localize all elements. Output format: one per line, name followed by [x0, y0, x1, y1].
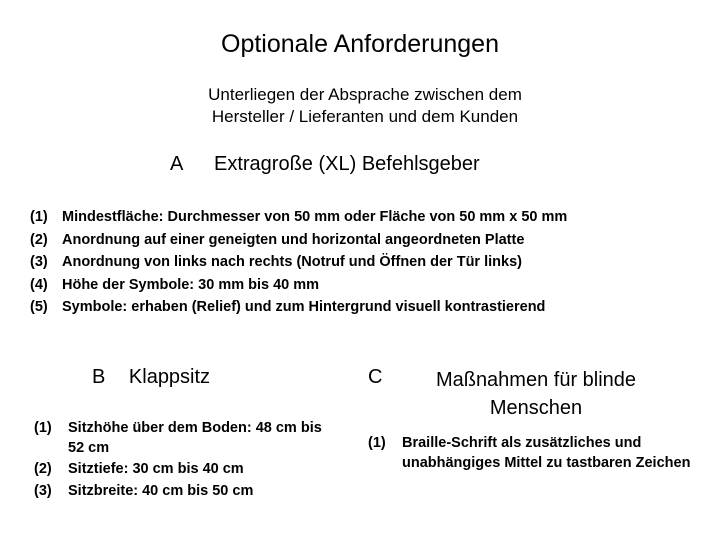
section-b-heading — [92, 366, 210, 389]
list-item — [34, 419, 334, 458]
list-item-number: (3) — [30, 254, 48, 270]
subtitle-line-2: Hersteller / Lieferanten und dem Kunden — [211, 107, 519, 126]
list-item-text: Mindestfläche: Durchmesser von 50 mm oder Fläche von 50 mm x 50 mm — [62, 209, 568, 225]
list-item-text: Symbole: erhaben (Relief) und zum Hintergrund visuell kontrastierend — [62, 299, 546, 315]
list-item-text: Sitzhöhe über dem Boden: 48 cm bis 52 cm — [68, 420, 322, 456]
list-item — [368, 434, 692, 473]
page-title: Optionale Anforderungen — [221, 30, 499, 58]
section-b-letter: B — [92, 366, 106, 388]
list-item-text: Anordnung von links nach rechts (Notruf und Öffnen der Tür links) — [62, 254, 522, 270]
list-item-number: (2) — [30, 231, 48, 248]
list-item-text: Sitztiefe: 30 cm bis 40 cm — [68, 461, 244, 477]
subtitle-line-1: Unterliegen der Absprache zwischen dem — [208, 85, 522, 104]
list-item-number: (2) — [34, 461, 52, 477]
list-item-number: (4) — [30, 276, 48, 293]
list-item — [34, 460, 334, 480]
subtitle — [140, 84, 590, 128]
section-c-title: Maßnahmen für blinde Menschen — [435, 369, 637, 419]
section-b-list — [34, 419, 334, 503]
list-item-text: Braille-Schrift als zusätzliches und unabhängiges Mittel zu tastbaren Zeichen — [402, 435, 691, 471]
list-item-text: Höhe der Symbole: 30 mm bis 40 mm — [62, 276, 320, 293]
list-item-number: (5) — [30, 299, 48, 315]
section-c-letter: C — [368, 366, 383, 388]
list-item-number: (1) — [34, 420, 52, 436]
list-item-number: (1) — [368, 435, 386, 451]
list-item-number: (3) — [34, 482, 52, 499]
section-c-list — [368, 434, 698, 473]
section-a-letter: A — [170, 153, 184, 175]
list-item-number: (1) — [30, 209, 48, 225]
section-b-title: Klappsitz — [128, 366, 211, 388]
list-item — [34, 482, 334, 502]
list-item-text: Sitzbreite: 40 cm bis 50 cm — [68, 482, 254, 499]
section-a-title: Extragroße (XL) Befehlsgeber — [214, 153, 480, 175]
list-item-text: Anordnung auf einer geneigten und horizontal angeordneten Platte — [62, 231, 525, 248]
